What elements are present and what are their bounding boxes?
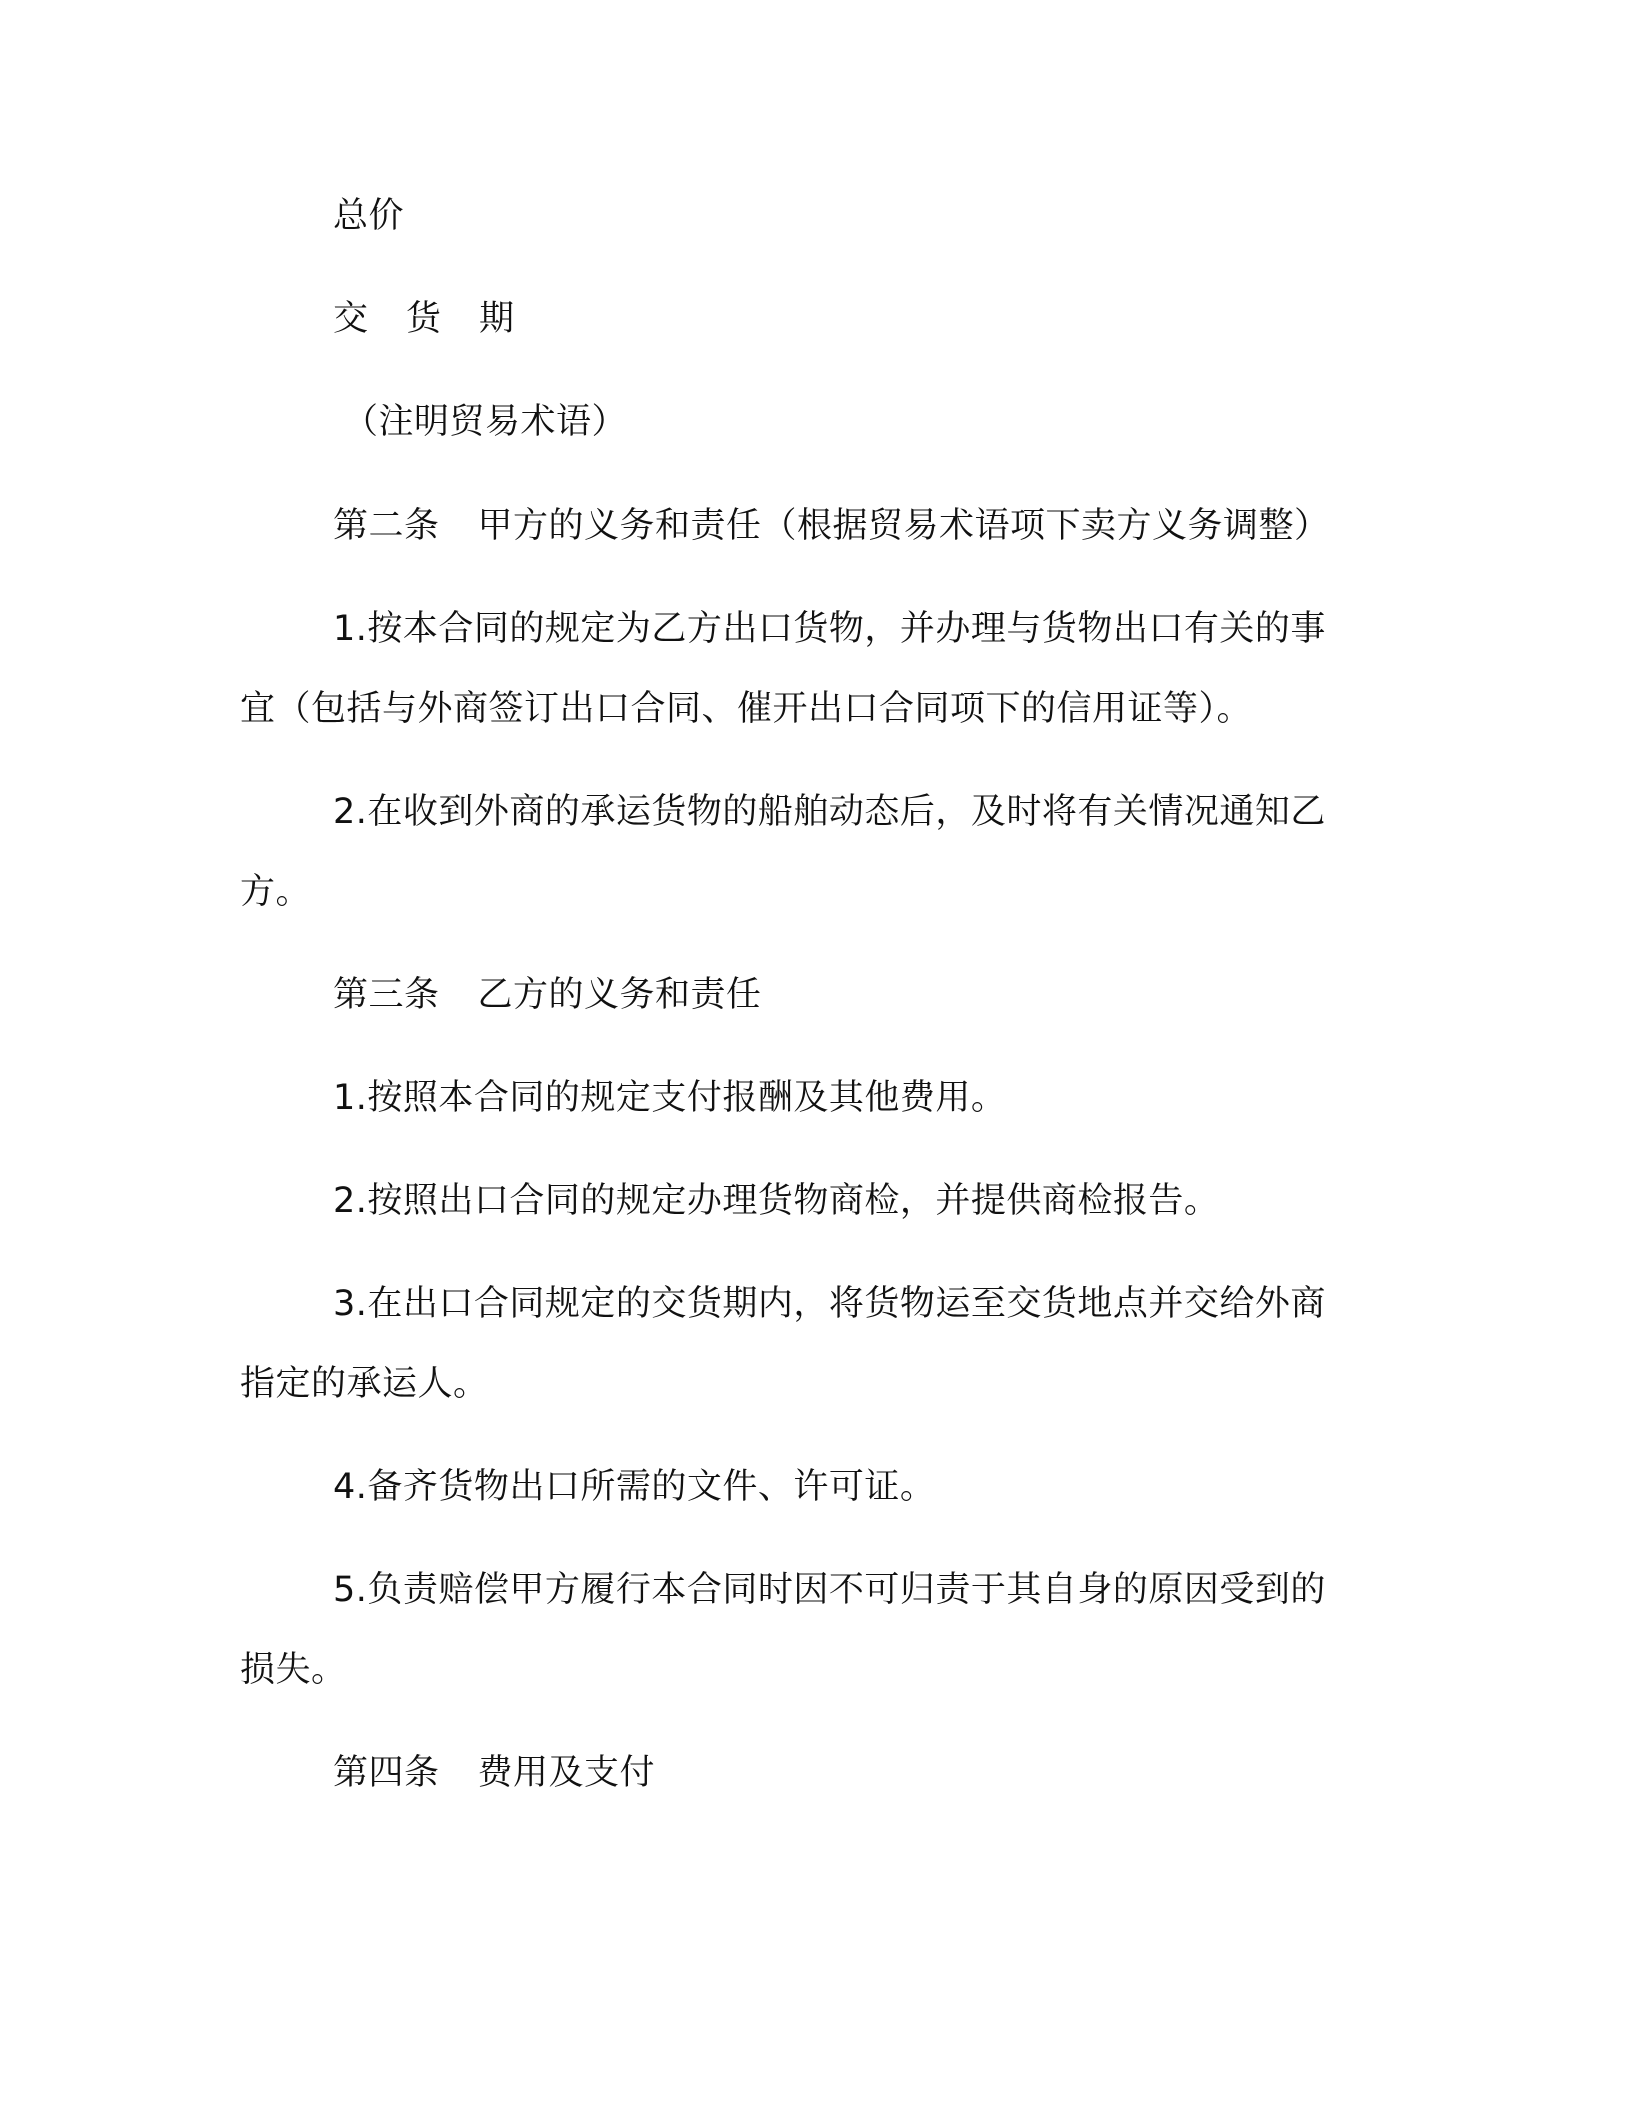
article-3-item-3-line-2: 指定的承运人。 [240, 1364, 489, 1404]
article-4-number: 第四条 [333, 1753, 440, 1793]
article-3-item-4: 4.备齐货物出口所需的文件、许可证。 [333, 1467, 936, 1507]
article-2-item-2-line-2: 方。 [240, 872, 312, 912]
delivery-char-1: 交 [333, 299, 369, 339]
article-3-item-1: 1.按照本合同的规定支付报酬及其他费用。 [333, 1078, 1007, 1118]
article-2-heading [333, 502, 1330, 550]
article-3-item-5-line-2: 损失。 [240, 1650, 347, 1690]
delivery-char-2: 货 [406, 299, 442, 339]
delivery-char-3: 期 [479, 299, 515, 339]
total-price-label: 总价 [333, 196, 405, 236]
article-4-title: 费用及支付 [477, 1753, 656, 1793]
article-2-title: 甲方的义务和责任（根据贸易术语项下卖方义务调整） [477, 506, 1330, 546]
article-3-number: 第三条 [333, 975, 440, 1015]
article-3-item-5-line-1: 5.负责赔偿甲方履行本合同时因不可归责于其自身的原因受到的 [333, 1570, 1326, 1610]
article-3-title: 乙方的义务和责任 [477, 975, 762, 1015]
article-3-item-2: 2.按照出口合同的规定办理货物商检，并提供商检报告。 [333, 1181, 1220, 1221]
article-2-item-2-line-1: 2.在收到外商的承运货物的船舶动态后，及时将有关情况通知乙 [333, 792, 1326, 832]
article-3-item-3-line-1: 3.在出口合同规定的交货期内，将货物运至交货地点并交给外商 [333, 1284, 1326, 1324]
delivery-period-label [333, 295, 552, 343]
article-2-item-1-line-1: 1.按本合同的规定为乙方出口货物，并办理与货物出口有关的事 [333, 609, 1326, 649]
article-2-item-1-line-2: 宜（包括与外商签订出口合同、催开出口合同项下的信用证等）。 [240, 689, 1253, 729]
trade-term-note: （注明贸易术语） [343, 402, 628, 442]
article-2-number: 第二条 [333, 506, 440, 546]
article-4-heading [333, 1749, 655, 1797]
article-3-heading [333, 971, 762, 1019]
